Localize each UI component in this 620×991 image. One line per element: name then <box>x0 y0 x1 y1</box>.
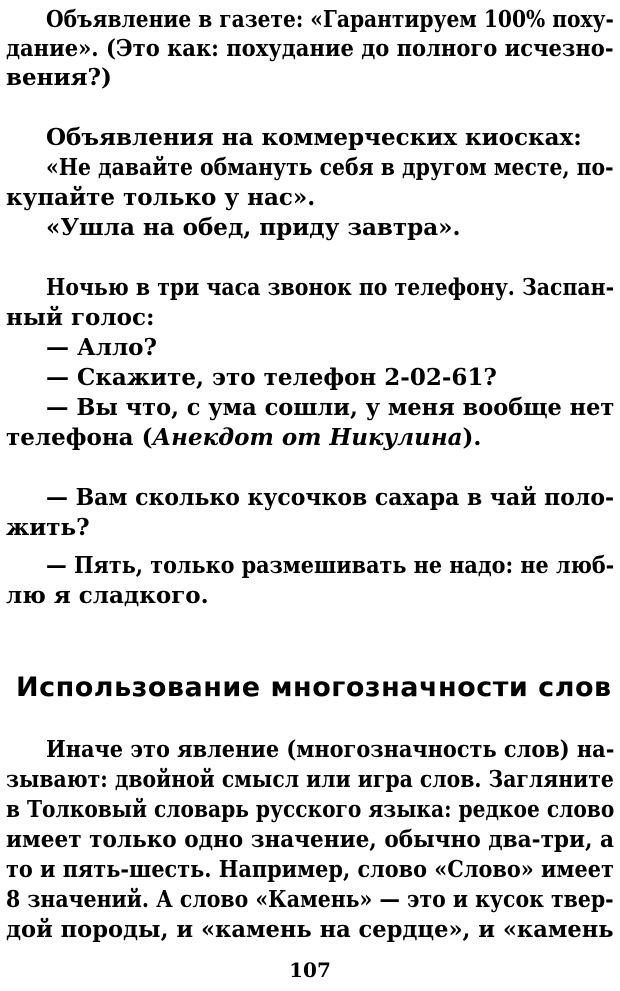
text-line: — Пять, только размешивать не надо: не люб- <box>46 552 615 579</box>
text-line: Ночью в три часа звонок по телефону. Заспан- <box>46 274 615 301</box>
text-line: дой породы, и «камень на сердце», и «камень <box>6 916 614 943</box>
text-line: вения?) <box>6 64 112 91</box>
text-line: — Алло? <box>46 334 157 361</box>
text-span: ). <box>462 424 482 451</box>
text-line: лю я сладкого. <box>6 582 209 609</box>
text-line-with-citation <box>6 424 481 452</box>
text-line: зывают: двойной смысл или игра слов. Загляните <box>6 766 614 793</box>
text-line: то и пять-шесть. Например, слово «Слово» имеет <box>6 856 614 883</box>
page-number: 107 <box>289 958 331 982</box>
text-line: 8 значений. А слово «Камень» — это и кусок твер- <box>6 886 614 913</box>
text-line: Объявление в газете: «Гарантируем 100% поху- <box>46 6 614 33</box>
text-line: в Толковый словарь русского языка: редкое слово <box>6 796 615 823</box>
text-line: ный голос: <box>6 304 155 331</box>
text-line: купайте только у нас». <box>6 184 316 211</box>
text-line: — Вам сколько кусочков сахара в чай поло- <box>46 484 615 511</box>
text-line: имеет только одно значение, обычно два-три, а <box>6 826 615 853</box>
text-line: Иначе это явление (многозначность слов) на- <box>46 736 615 763</box>
text-line: жить? <box>6 514 90 541</box>
text-line: «Не давайте обмануть себя в другом месте, по- <box>46 154 614 181</box>
section-heading: Использование многозначности слов <box>16 672 612 703</box>
citation-italic: Анекдот от Никулина <box>152 424 463 451</box>
text-span: телефона ( <box>6 424 153 451</box>
text-line: дание». (Это как: похудание до полного исчезно- <box>6 35 614 62</box>
text-line: Объявления на коммерческих киосках: <box>46 124 582 151</box>
text-line: — Вы что, с ума сошли, у меня вообще нет <box>46 394 615 421</box>
text-line: — Скажите, это телефон 2-02-61? <box>46 364 497 391</box>
text-line: «Ушла на обед, приду завтра». <box>46 214 461 241</box>
